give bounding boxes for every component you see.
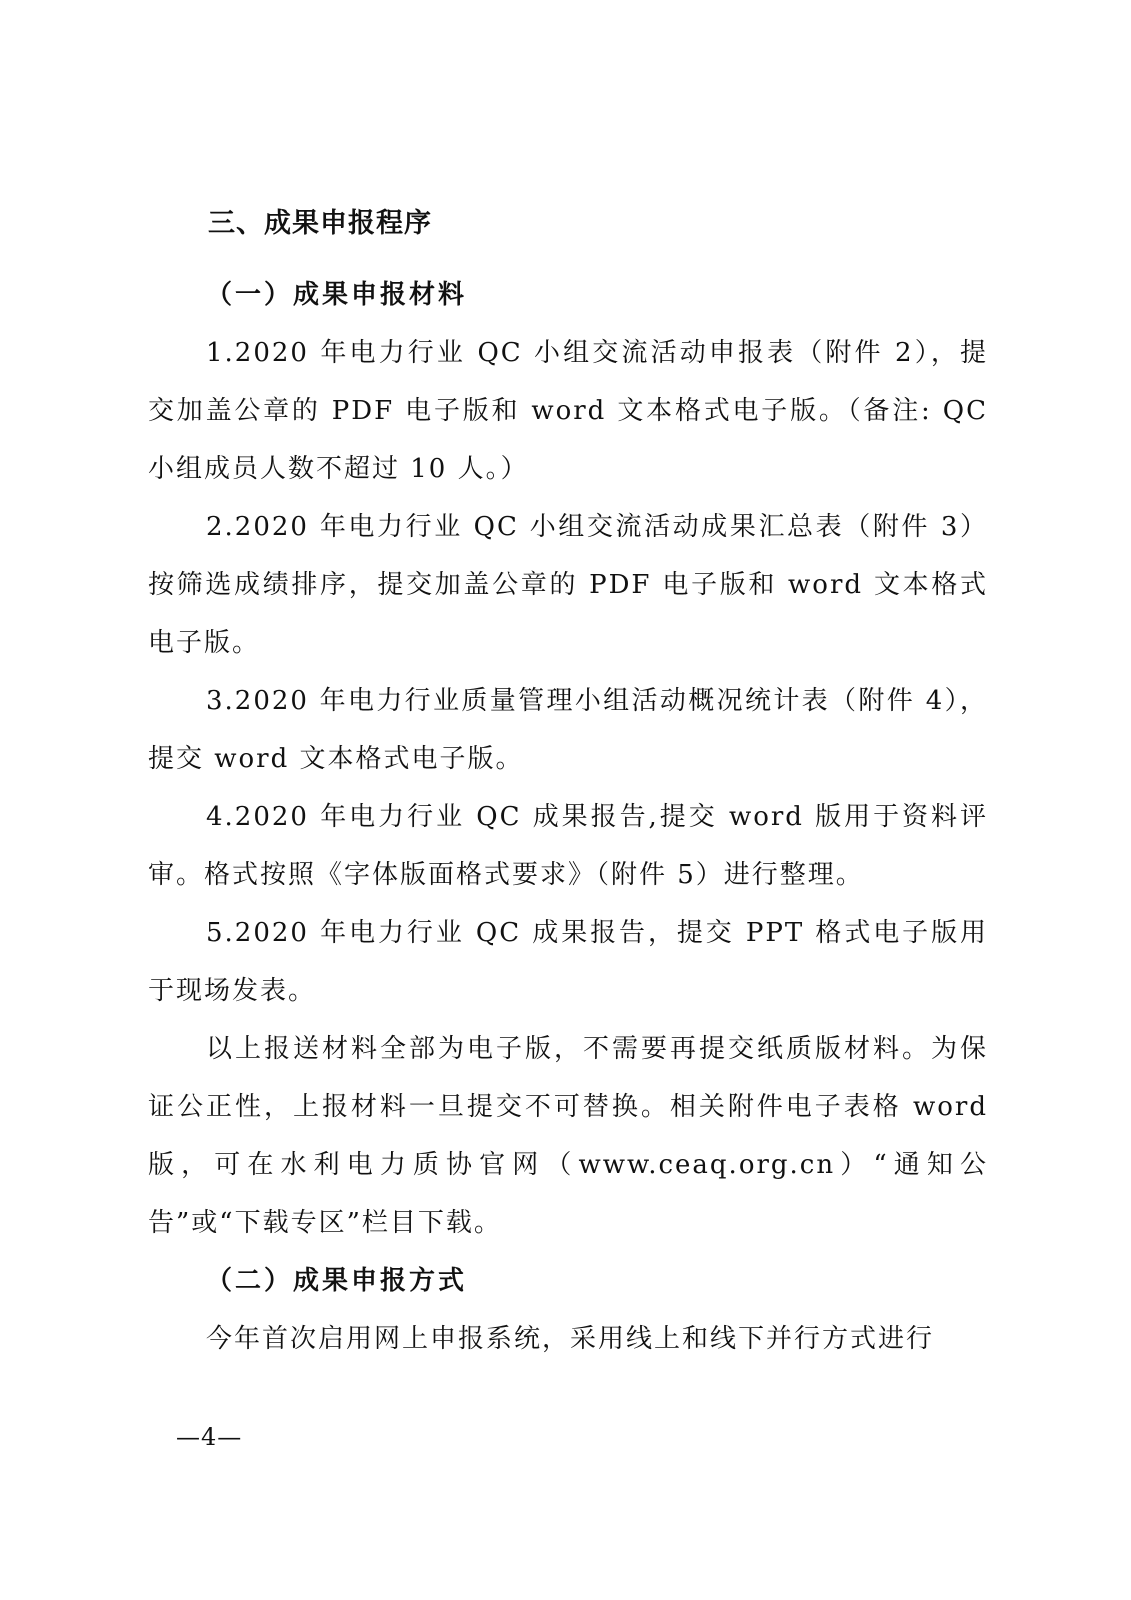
list-item: 4.2020 年电力行业 QC 成果报告,提交 word 版用于资料评审。格式按照《字体版面格式要求》（附件 5）进行整理。: [148, 802, 988, 890]
list-item: 2.2020 年电力行业 QC 小组交流活动成果汇总表（附件 3）按筛选成绩排序，提交加盖公章的 PDF 电子版和 word 文本格式电子版。: [148, 512, 988, 658]
subsection-title-method: （二）成果申报方式: [206, 1266, 468, 1296]
subsection-title-materials: （一）成果申报材料: [206, 280, 468, 310]
page-content: [148, 208, 988, 1368]
page-number: —4—: [176, 1423, 243, 1451]
list-item: 1.2020 年电力行业 QC 小组交流活动申报表（附件 2），提交加盖公章的 PDF 电子版和 word 文本格式电子版。（备注: QC 小组成员人数不超过 10 人。）: [148, 338, 988, 484]
method-paragraph: 今年首次启用网上申报系统，采用线上和线下并行方式进行: [206, 1324, 935, 1354]
list-item: 3.2020 年电力行业质量管理小组活动概况统计表（附件 4），提交 word 文本格式电子版。: [148, 686, 988, 774]
notice-paragraph: 以上报送材料全部为电子版，不需要再提交纸质版材料。为保证公正性，上报材料一旦提交不可替换。相关附件电子表格 word 版，可在水利电力质协官网（www.ceaq.org.cn）“通知公告”或“下载专区”栏目下载。: [148, 1034, 988, 1238]
list-item: 5.2020 年电力行业 QC 成果报告，提交 PPT 格式电子版用于现场发表。: [148, 918, 988, 1006]
section-title: 三、成果申报程序: [208, 208, 432, 239]
